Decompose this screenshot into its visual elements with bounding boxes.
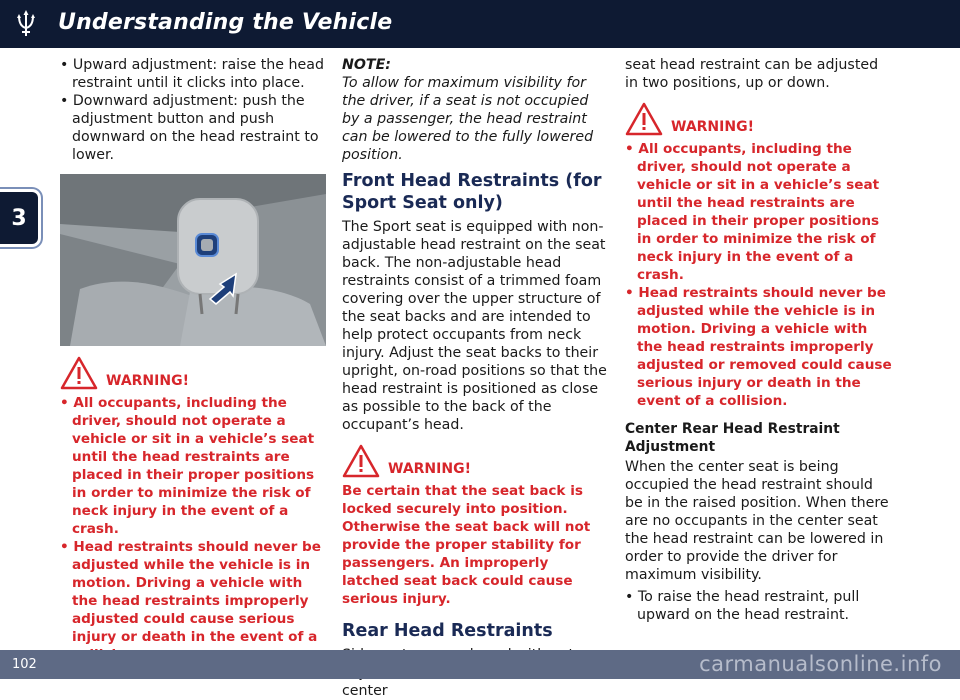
warning-header-2 bbox=[342, 444, 610, 478]
warning-triangle-icon bbox=[60, 356, 98, 390]
column-2 bbox=[342, 56, 610, 700]
warning-header-3 bbox=[625, 102, 895, 136]
head-restraint-photo bbox=[60, 174, 326, 346]
warning-item: • Head restraints should never be adjusted while the vehicle is in motion. Driving a vehicle with the head restraints improperly adjusted could cause serious injury or death in the event of a bbox=[60, 539, 321, 645]
warning-triangle-icon bbox=[342, 444, 380, 478]
note-label: NOTE: bbox=[342, 57, 391, 73]
note-text: To allow for maximum visibility for the driver, if a seat is not occupied by a passenger, the head restraint can be lowered to the fully lowered position. bbox=[342, 75, 594, 163]
subheading-center-rear-adjustment: Center Rear Head Restraint Adjustment bbox=[625, 421, 840, 455]
warning-block-1 bbox=[60, 394, 326, 664]
page-number: 102 bbox=[12, 657, 37, 672]
warning-label: WARNING! bbox=[106, 373, 189, 389]
rear-restraint-intro: seat head restraint can be adjusted in two positions, up or down. bbox=[625, 57, 879, 91]
watermark: carmanualsonline.info bbox=[699, 652, 942, 676]
head-restraint-illustration bbox=[60, 174, 326, 346]
bullet-raise-head-restraint: • To raise the head restraint, pull upward on the head restraint. bbox=[625, 589, 860, 623]
section-title-rear-head-restraints: Rear Head Restraints bbox=[342, 621, 553, 641]
warning-item: • All occupants, including the driver, should not operate a vehicle or sit in a vehicle’s seat until the head restraints are placed in their proper positions in order to minimize the risk of neck injury in the event of a crash. bbox=[625, 141, 880, 283]
trident-logo-icon bbox=[10, 8, 42, 40]
warning-triangle-icon bbox=[625, 102, 663, 136]
section-title-front-head-restraints: Front Head Restraints (for Sport Seat only) bbox=[342, 171, 602, 213]
page-footer bbox=[0, 650, 960, 679]
warning-block-3 bbox=[625, 140, 895, 410]
column-3 bbox=[625, 56, 895, 624]
page-header bbox=[0, 0, 960, 48]
column-1 bbox=[60, 56, 326, 664]
warning-label: WARNING! bbox=[671, 119, 754, 135]
warning-header-1 bbox=[60, 356, 326, 390]
section-body-front-head-restraints: The Sport seat is equipped with non-adjustable head restraint on the seat back. The non-adjustable head restraints consist of a trimmed foam covering over the upper structure of the seat backs and are intended to help protect occupants from neck injury. Adjust the seat backs to their upright, on-road positions so that the head restraint is positioned as close as possible to the back of the occupant’s head. bbox=[342, 219, 607, 433]
warning-item: • All occupants, including the driver, should not operate a vehicle or sit in a vehicle’s seat until the head restraints are placed in their proper positions in order to minimize the risk of neck injury in the event of a crash. bbox=[60, 395, 315, 537]
bullet-upward-adjustment: • Upward adjustment: raise the head restraint until it clicks into place. bbox=[60, 57, 324, 91]
warning-text-seat-back: Be certain that the seat back is locked securely into position. Otherwise the seat back will not provide the proper stability for passengers. An improperly latched seat back could cause serious injury. bbox=[342, 483, 591, 607]
center-rear-body: When the center seat is being occupied the head restraint should be in the raised position. When there are no occupants in the center seat the head restraint can be lowered in order to provide the driver for maximum visibility. bbox=[625, 459, 889, 583]
warning-item: • Head restraints should never be adjusted while the vehicle is in motion. Driving a vehicle with the head restraints improperly adjusted or removed could cause serious injury or death in the event of a collision. bbox=[625, 285, 892, 409]
page-header-title: Understanding the Vehicle bbox=[58, 10, 393, 35]
bullet-downward-adjustment: • Downward adjustment: push the adjustment button and push downward on the head restraint to lower. bbox=[60, 93, 319, 163]
warning-label: WARNING! bbox=[388, 461, 471, 477]
section-body-rear-head-restraints: center bbox=[342, 683, 388, 699]
chapter-tab: 3 bbox=[0, 192, 38, 244]
